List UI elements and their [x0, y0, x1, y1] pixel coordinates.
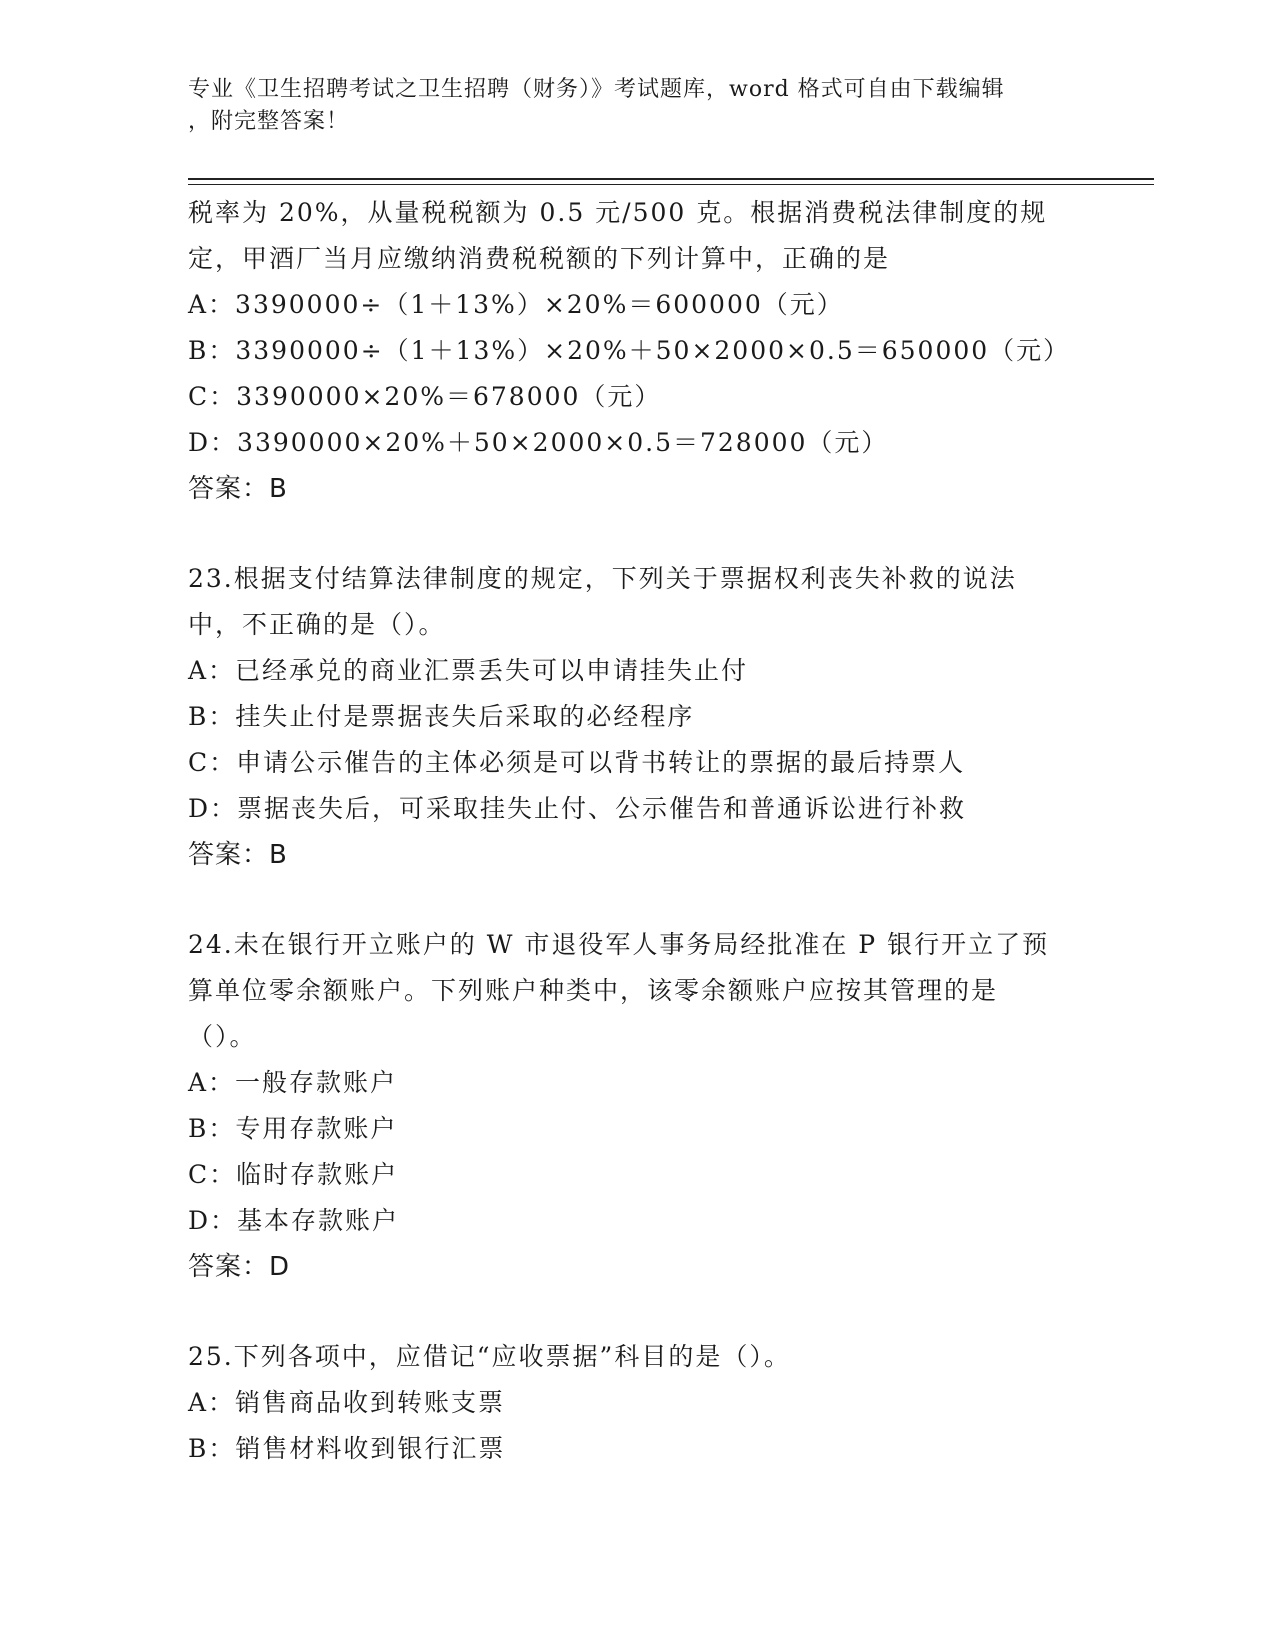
question-22 — [188, 190, 1088, 512]
document-body — [188, 190, 1088, 1472]
option-a: A：已经承兑的商业汇票丢失可以申请挂失止付 — [188, 656, 749, 685]
option-b: B：销售材料收到银行汇票 — [188, 1434, 506, 1463]
question-24 — [188, 922, 1088, 1290]
option-c: C：临时存款账户 — [188, 1160, 399, 1189]
spacer — [188, 878, 1088, 922]
question-stem: 定，甲酒厂当月应缴纳消费税税额的下列计算中，正确的是 — [188, 244, 891, 273]
question-stem: 25.下列各项中，应借记“应收票据”科目的是（）。 — [188, 1342, 791, 1371]
option-c: C：申请公示催告的主体必须是可以背书转让的票据的最后持票人 — [188, 748, 966, 777]
option-a: A：销售商品收到转账支票 — [188, 1388, 506, 1417]
spacer — [188, 512, 1088, 556]
option-d: D：票据丧失后，可采取挂失止付、公示催告和普通诉讼进行补救 — [188, 794, 967, 823]
answer: 答案：B — [188, 840, 288, 870]
question-23 — [188, 556, 1088, 878]
header-line-1: 专业《卫生招聘考试之卫生招聘（财务）》考试题库，word 格式可自由下载编辑 — [188, 77, 1005, 102]
spacer — [188, 1290, 1088, 1334]
option-b: B：专用存款账户 — [188, 1114, 398, 1143]
question-stem: 24.未在银行开立账户的 W 市退役军人事务局经批准在 P 银行开立了预 — [188, 930, 1050, 959]
question-25 — [188, 1334, 1088, 1472]
header-divider-thick — [188, 178, 1154, 180]
answer: 答案：D — [188, 1252, 291, 1282]
question-stem: 算单位零余额账户。下列账户种类中，该零余额账户应按其管理的是 — [188, 976, 999, 1005]
document-header — [188, 74, 1088, 138]
option-d: D：基本存款账户 — [188, 1206, 400, 1235]
option-a: A：3390000÷（1＋13%）×20%＝600000（元） — [188, 290, 844, 319]
option-b: B：3390000÷（1＋13%）×20%＋50×2000×0.5＝650000（元） — [188, 336, 1071, 365]
option-b: B：挂失止付是票据丧失后采取的必经程序 — [188, 702, 695, 731]
question-stem: 税率为 20%，从量税税额为 0.5 元/500 克。根据消费税法律制度的规 — [188, 198, 1048, 227]
question-stem: （）。 — [188, 1022, 257, 1051]
option-d: D：3390000×20%＋50×2000×0.5＝728000（元） — [188, 428, 889, 457]
option-c: C：3390000×20%＝678000（元） — [188, 382, 662, 411]
answer: 答案：B — [188, 474, 288, 504]
header-divider-thin — [188, 184, 1154, 185]
header-line-2: ，附完整答案！ — [188, 109, 350, 134]
question-stem: 23.根据支付结算法律制度的规定，下列关于票据权利丧失补救的说法 — [188, 564, 1017, 593]
question-stem: 中，不正确的是（）。 — [188, 610, 446, 639]
option-a: A：一般存款账户 — [188, 1068, 398, 1097]
